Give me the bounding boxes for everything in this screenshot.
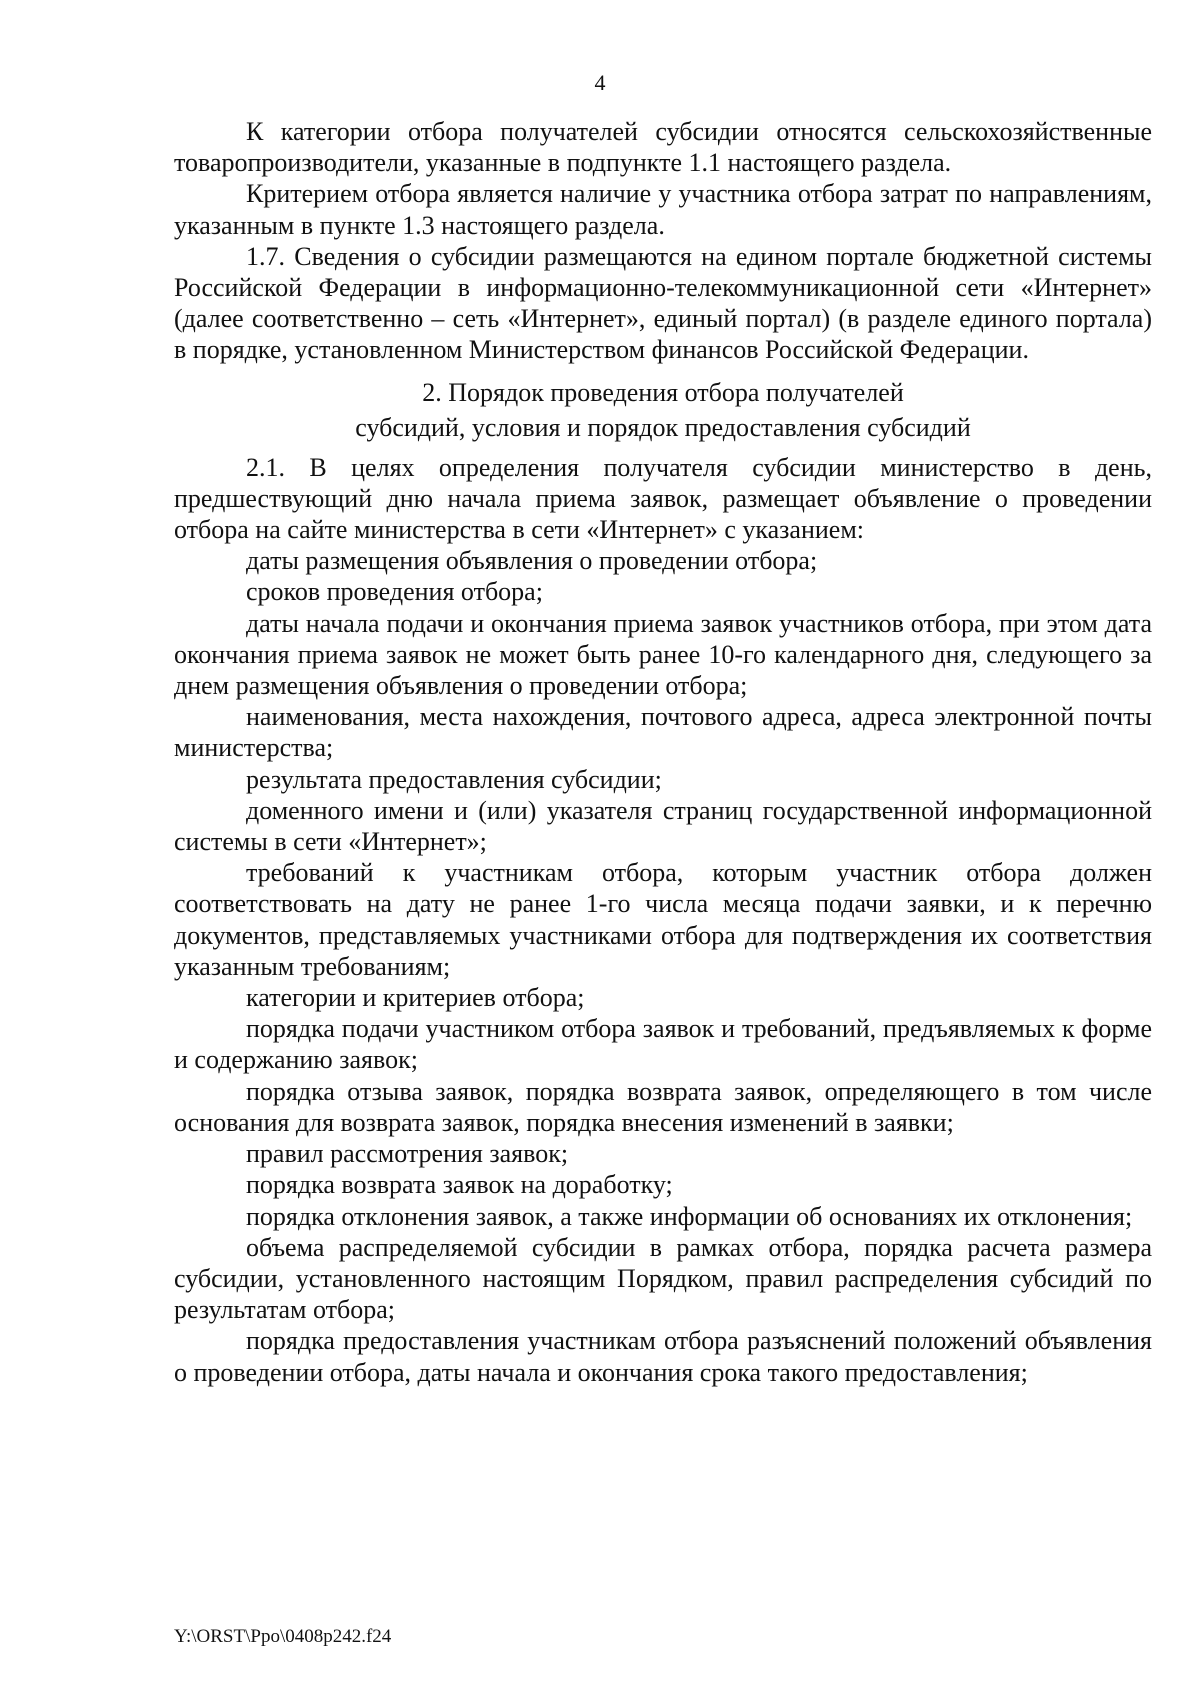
list-item: даты размещения объявления о проведении отбора; [246, 546, 818, 576]
list-item: сроков проведения отбора; [246, 577, 543, 607]
list-item: порядка возврата заявок на доработку; [246, 1170, 673, 1200]
list-item: порядка отклонения заявок, а также информации об основаниях их отклонения; [246, 1201, 1133, 1231]
footer-file-path: Y:\ORST\Ppo\0408p242.f24 [174, 1626, 392, 1647]
paragraph: 1.7. Сведения о субсидии размещаются на едином портале бюджетной системы Российской Федерации в информационно-телекоммуникационной сети «Интернет» (далее соответственно – сеть «Интернет», единый портал) (в разделе единого портала) в порядке, установленном Министерством финансов Российской Федерации. [174, 241, 1152, 365]
section-heading [174, 375, 1152, 445]
list-item: категории и критериев отбора; [246, 983, 585, 1013]
document-body [174, 116, 1152, 1388]
page-number: 4 [594, 70, 606, 95]
paragraph: К категории отбора получателей субсидии относятся сельскохозяйственные товаропроизводители, указанные в подпункте 1.1 настоящего раздела. [174, 117, 1152, 178]
list-item: порядка подачи участником отбора заявок и требований, предъявляемых к форме и содержанию заявок; [174, 1014, 1152, 1075]
section-heading-line: 2. Порядок проведения отбора получателей [422, 377, 904, 407]
list-item: порядка предоставления участникам отбора разъяснений положений объявления о проведении отбора, даты начала и окончания срока такого предоставления; [174, 1326, 1152, 1387]
list-item: результата предоставления субсидии; [246, 764, 662, 794]
list-item: порядка отзыва заявок, порядка возврата заявок, определяющего в том числе основания для возврата заявок, порядка внесения изменений в заявки; [174, 1076, 1152, 1137]
list-item: наименования, места нахождения, почтового адреса, адреса электронной почты министерства; [174, 702, 1152, 763]
section-heading-line: субсидий, условия и порядок предоставления субсидий [355, 412, 971, 442]
list-item: требований к участникам отбора, которым участник отбора должен соответствовать на дату не ранее 1-го числа месяца подачи заявки, и к перечню документов, представляемых участниками отбора для подтверждения их соответствия указанным требованиям; [174, 858, 1152, 981]
list-item: даты начала подачи и окончания приема заявок участников отбора, при этом дата окончания приема заявок не может быть ранее 10-го календарного дня, следующего за днем размещения объявления о проведении отбора; [174, 608, 1152, 701]
list-item: доменного имени и (или) указателя страниц государственной информационной системы в сети «Интернет»; [174, 795, 1152, 857]
list-item: объема распределяемой субсидии в рамках отбора, порядка расчета размера субсидии, установленного настоящим Порядком, правил распределения субсидий по результатам отбора; [174, 1232, 1152, 1325]
list-item: правил рассмотрения заявок; [246, 1139, 569, 1169]
paragraph: 2.1. В целях определения получателя субсидии министерство в день, предшествующий дню начала приема заявок, размещает объявление о проведении отбора на сайте министерства в сети «Интернет» с указанием: [174, 452, 1152, 545]
paragraph: Критерием отбора является наличие у участника отбора затрат по направлениям, указанным в пункте 1.3 настоящего раздела. [174, 179, 1152, 240]
